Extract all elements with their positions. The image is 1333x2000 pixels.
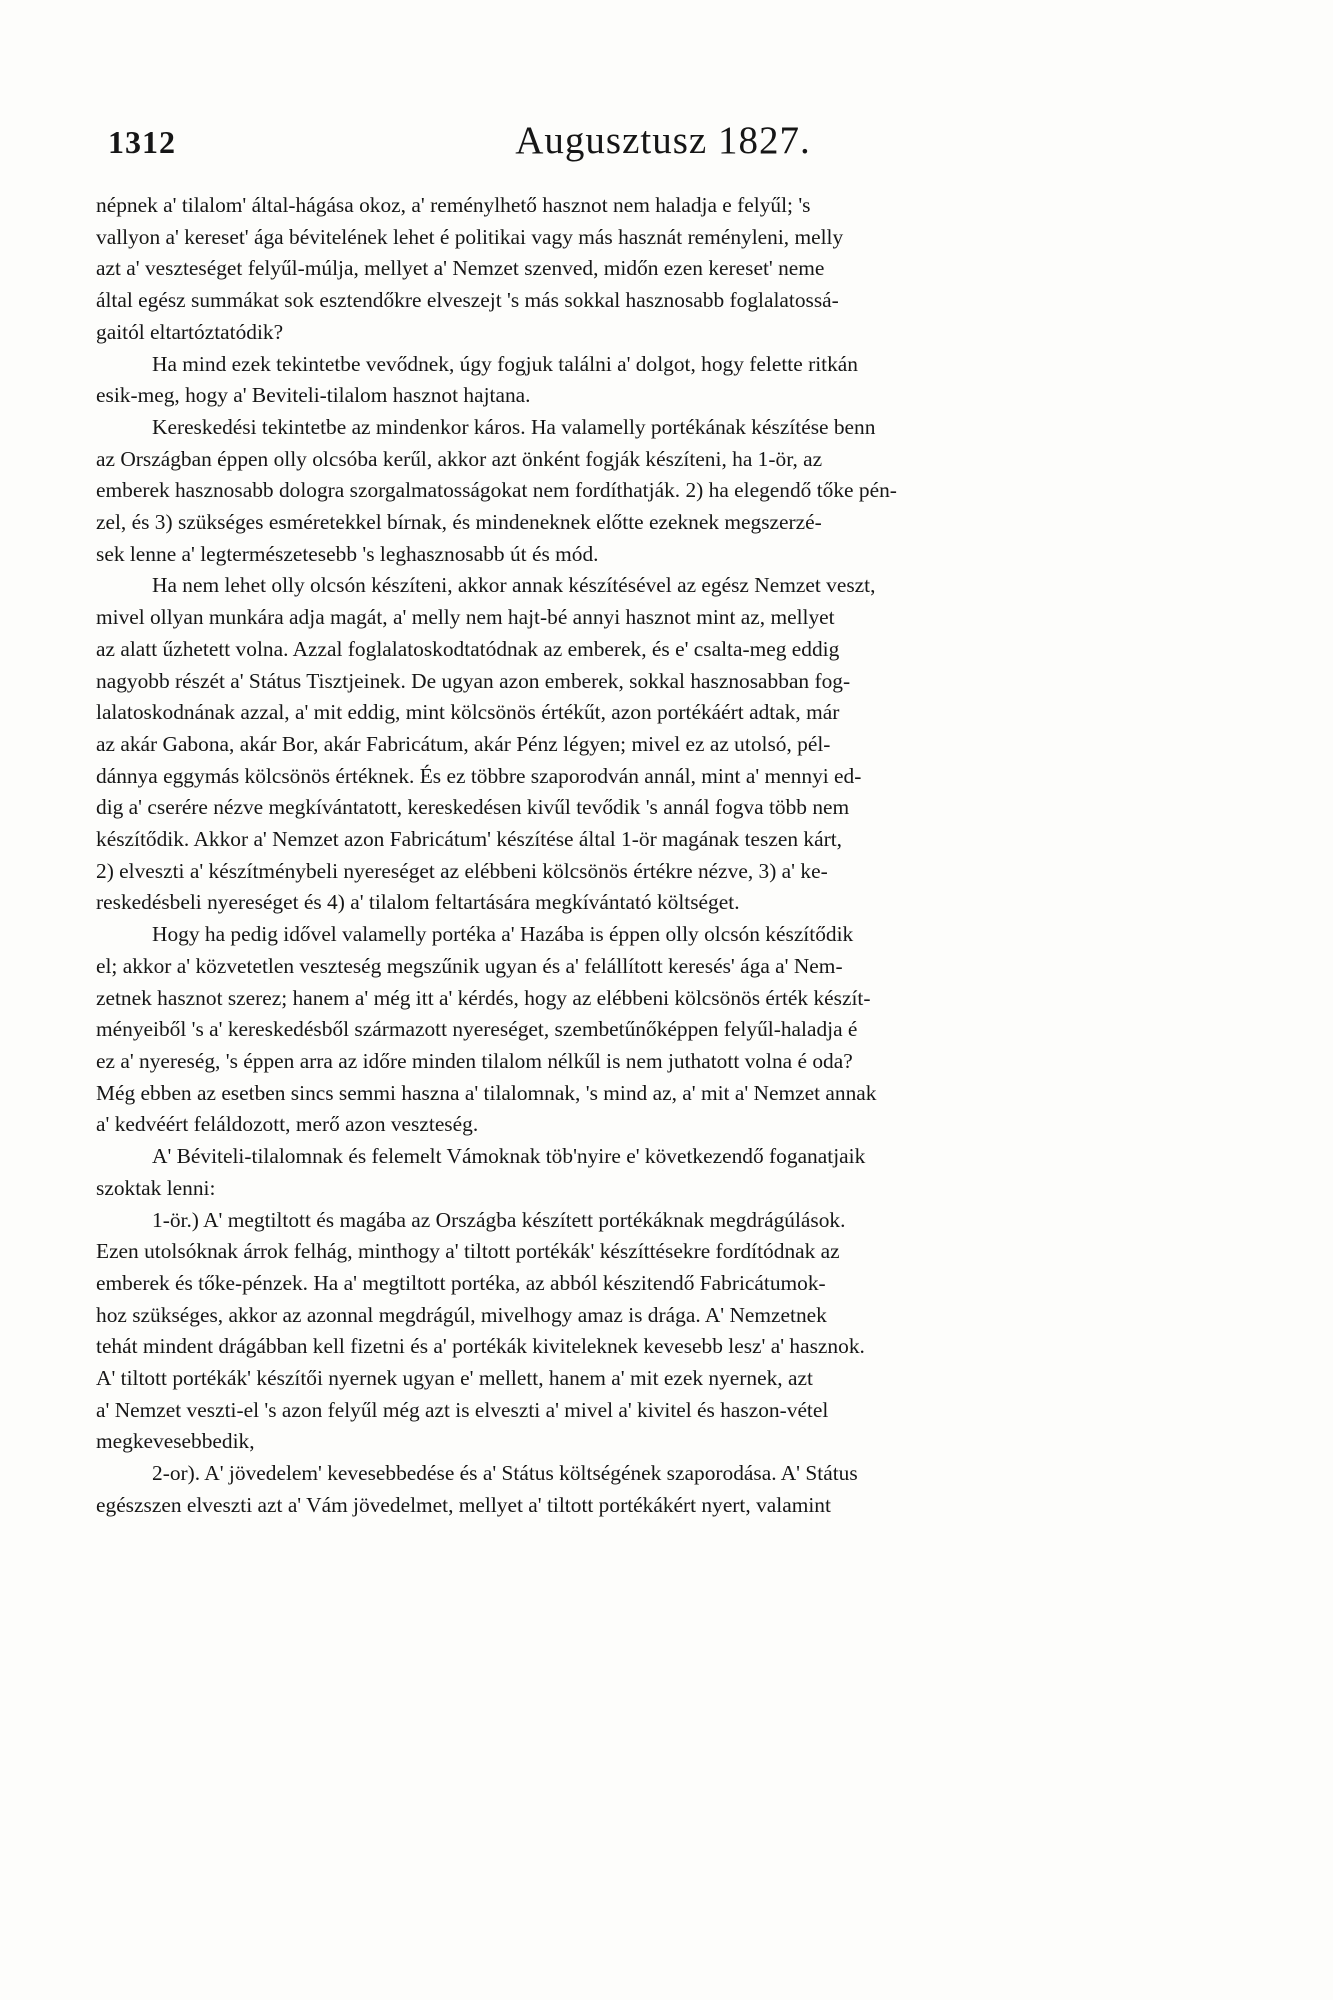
text-line: gaitól eltartóztatódik? (96, 319, 284, 344)
text-line: vallyon a' kereset' ága bévitelének lehet é politikai vagy más hasznát reményleni, melly (96, 224, 844, 249)
text-line: az Országban éppen olly olcsóba kerűl, akkor azt önként fogják készíteni, ha 1-ör, az (96, 446, 823, 471)
text-line: azt a' veszteséget felyűl-múlja, mellyet a' Nemzet szenved, midőn ezen kereset' neme (96, 256, 825, 281)
text-line: reskedésbeli nyereséget és 4) a' tilalom feltartására megkívántató költséget. (96, 890, 740, 915)
text-line: által egész summákat sok esztendőkre elveszejt 's más sokkal hasznosabb foglalatossá- (96, 288, 839, 313)
text-line: megkevesebbedik, (96, 1429, 255, 1454)
text-line: dánnya eggymás kölcsönös értéknek. És ez többre szaporodván annál, mint a' mennyi ed- (96, 763, 862, 788)
text-body (96, 190, 1226, 1522)
text-line: Még ebben az esetben sincs semmi haszna a' tilalomnak, 's mind az, a' mit a' Nemzet annak (96, 1080, 877, 1105)
text-line: tehát mindent drágábban kell fizetni és a' portékák kiviteleknek kevesebb lesz' a' hasznok. (96, 1334, 865, 1359)
paragraph-consequences-intro (96, 1141, 1226, 1204)
text-line: nagyobb részét a' Státus Tisztjeinek. De ugyan azon emberek, sokkal hasznosabban fog- (96, 668, 851, 693)
paragraph-commercial-harm (96, 412, 1226, 571)
text-line: szoktak lenni: (96, 1175, 216, 1200)
text-line: mivel ollyan munkára adja magát, a' melly nem hajt-bé annyi hasznot mint az, mellyet (96, 605, 835, 630)
paragraph-import-ban-benefit (96, 349, 1226, 412)
text-line: az akár Gabona, akár Bor, akár Fabricátum, akár Pénz légyen; mivel ez az utolsó, pél- (96, 731, 831, 756)
text-line: egészszen elveszti azt a' Vám jövedelmet, mellyet a' tiltott portékákért nyert, valamint (96, 1492, 831, 1517)
page-header (108, 118, 1218, 174)
text-line: hoz szükséges, akkor az azonnal megdrágúl, mivelhogy amaz is drága. A' Nemzetnek (96, 1302, 827, 1327)
text-line: A' tiltott portékák' készítői nyernek ugyan e' mellett, hanem a' mit ezek nyernek, azt (96, 1366, 813, 1391)
text-line: sek lenne a' legtermészetesebb 's leghasznosabb út és mód. (96, 541, 599, 566)
text-line: zetnek hasznot szerez; hanem a' még itt a' kérdés, hogy az elébbeni kölcsönös érték készít- (96, 985, 871, 1010)
paragraph-second-consequence (96, 1458, 1226, 1521)
text-line: el; akkor a' közvetetlen veszteség megszűnik ugyan és a' felállított keresés' ága a' Nem- (96, 953, 843, 978)
page-number: 1312 (108, 124, 176, 160)
paragraph-future-production (96, 919, 1226, 1141)
text-line: ez a' nyereség, 's éppen arra az időre minden tilalom nélkűl is nem juthatott volna é oda? (96, 1048, 853, 1073)
text-line: Ha nem lehet olly olcsón készíteni, akkor annak készítésével az egész Nemzet veszt, (152, 573, 876, 598)
text-line: zel, és 3) szükséges esméretekkel bírnak, és mindeneknek előtte ezeknek megszerzé- (96, 510, 822, 535)
text-line: 1-ör.) A' megtiltott és magába az Országba készített portékáknak megdrágúlások. (152, 1207, 846, 1232)
text-line: emberek hasznosabb dologra szorgalmatosságokat nem fordíthatják. 2) ha elegendő tőke pén- (96, 478, 897, 503)
running-title: Augusztusz 1827. (515, 119, 811, 162)
text-line: 2) elveszti a' készítménybeli nyereséget az elébbeni kölcsönös értékre nézve, 3) a' ke- (96, 858, 828, 883)
text-line: ményeiből 's a' kereskedésből származott nyereséget, szembetűnőképpen felyűl-haladja é (96, 1017, 858, 1042)
text-line: dig a' cserére nézve megkívántatott, kereskedésen kivűl tevődik 's annál fogva több nem (96, 795, 850, 820)
text-line: az alatt űzhetett volna. Azzal foglalatoskodtatódnak az emberek, és e' csalta-meg eddig (96, 636, 840, 661)
paragraph-national-loss (96, 570, 1226, 919)
paragraph-first-consequence (96, 1205, 1226, 1459)
text-line: népnek a' tilalom' által-hágása okoz, a' reménylhető hasznot nem haladja e felyűl; 's (96, 193, 811, 217)
text-line: készítődik. Akkor a' Nemzet azon Fabricátum' készítése által 1-ör magának teszen kárt, (96, 827, 842, 852)
text-line: 2-or). A' jövedelem' kevesebbedése és a' Státus költségének szaporodása. A' Státus (152, 1461, 858, 1486)
text-line: lalatoskodnának azzal, a' mit eddig, mint kölcsönös értékűt, azon portékáért adtak, már (96, 700, 840, 725)
text-line: Kereskedési tekintetbe az mindenkor káros. Ha valamelly portékának készítése benn (152, 414, 876, 439)
text-line: Hogy ha pedig idővel valamelly portéka a' Hazába is éppen olly olcsón készítődik (152, 922, 854, 947)
paragraph-continued-question (96, 190, 1226, 349)
text-line: esik-meg, hogy a' Beviteli-tilalom hasznot hajtana. (96, 383, 531, 408)
text-line: Ha mind ezek tekintetbe vevődnek, úgy fogjuk találni a' dolgot, hogy felette ritkán (152, 351, 858, 376)
text-line: emberek és tőke-pénzek. Ha a' megtiltott portéka, az abból készitendő Fabricátumok- (96, 1270, 826, 1295)
text-line: A' Béviteli-tilalomnak és felemelt Vámoknak töb'nyire e' következendő foganatjaik (152, 1144, 866, 1169)
text-line: Ezen utolsóknak árrok felhág, minthogy a' tiltott portékák' készíttésekre fordítódnak az (96, 1239, 840, 1264)
text-line: a' Nemzet veszti-el 's azon felyűl még azt is elveszti a' mivel a' kivitel és haszon-vétel (96, 1397, 829, 1422)
text-line: a' kedvéért feláldozott, merő azon veszteség. (96, 1112, 479, 1137)
